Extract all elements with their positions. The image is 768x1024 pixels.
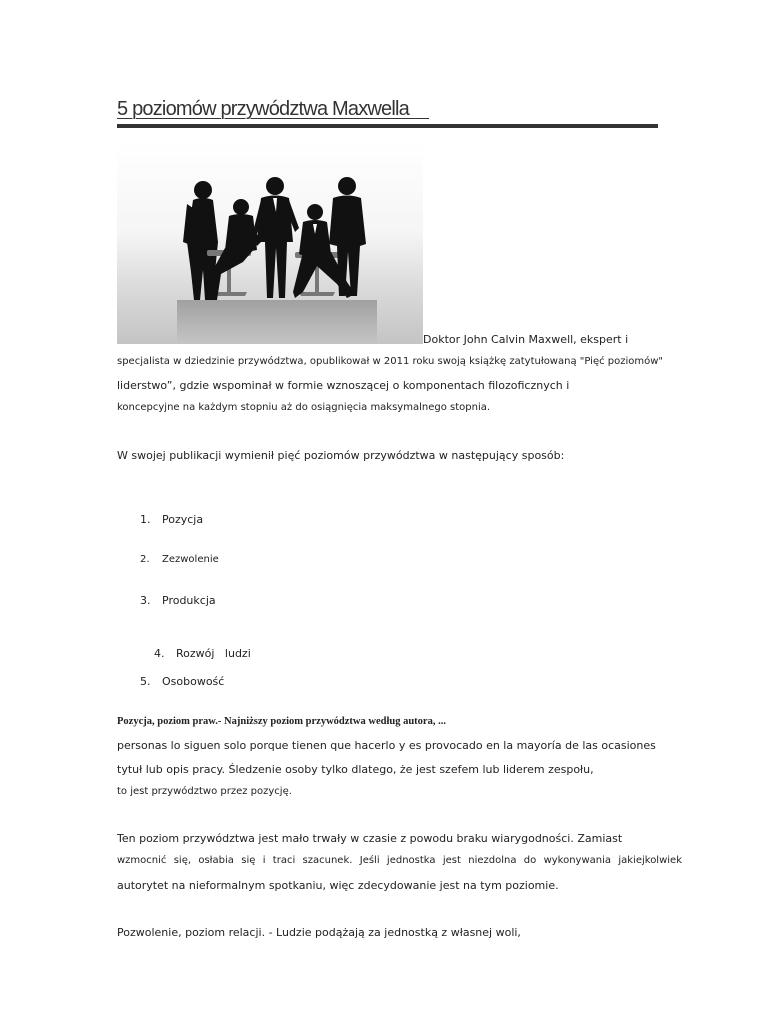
section2-line-2: wzmocnić się, osłabia się i traci szacunek. Jeśli jednostka jest niezdolna do wykonywania jakiejkolwiek [117, 855, 682, 866]
title-rule [117, 124, 658, 128]
section1-line-2: tytuł lub opis pracy. Śledzenie osoby tylko dlatego, że jest szefem lub liderem zespołu, [117, 763, 594, 776]
intro-line-1: Doktor John Calvin Maxwell, ekspert i [423, 333, 629, 346]
silhouette-icon [117, 142, 423, 344]
section3-line-1: Pozwolenie, poziom relacji. - Ludzie podążają za jednostką z własnej woli, [117, 926, 521, 939]
list-item: 4. Rozwój ludzi [154, 647, 251, 660]
list-item: 3. Produkcja [140, 594, 216, 607]
list-item: 1. Pozycja [140, 513, 204, 526]
list-intro: W swojej publikacji wymienił pięć poziomów przywództwa w następujący sposób: [117, 449, 565, 462]
business-team-silhouette-image [117, 142, 423, 344]
list-item: 2. Zezwolenie [140, 554, 219, 565]
section-heading-position: Pozycja, poziom praw.- Najniższy poziom przywództwa według autora, ... [117, 716, 446, 727]
section1-line-3: to jest przywództwo przez pozycję. [117, 786, 292, 797]
section2-line-3: autorytet na nieformalnym spotkaniu, więc zdecydowanie jest na tym poziomie. [117, 879, 559, 892]
intro-line-3: liderstwo”, gdzie wspominał w formie wznoszącej o komponentach filozoficznych i [117, 379, 570, 392]
intro-line-2: specjalista w dziedzinie przywództwa, opublikował w 2011 roku swoją książkę zatytułowaną "Pięć poziomów" [117, 356, 664, 367]
intro-line-4: koncepcyjne na każdym stopniu aż do osiągnięcia maksymalnego stopnia. [117, 402, 491, 413]
section2-line-1: Ten poziom przywództwa jest mało trwały w czasie z powodu braku wiarygodności. Zamiast [117, 832, 623, 845]
section1-line-1: personas lo siguen solo porque tienen que hacerlo y es provocado en la mayoría de las ocasiones [117, 739, 656, 752]
page-title: 5 poziomów przywództwa Maxwella [117, 98, 429, 121]
list-item: 5. Osobowość [140, 675, 225, 688]
